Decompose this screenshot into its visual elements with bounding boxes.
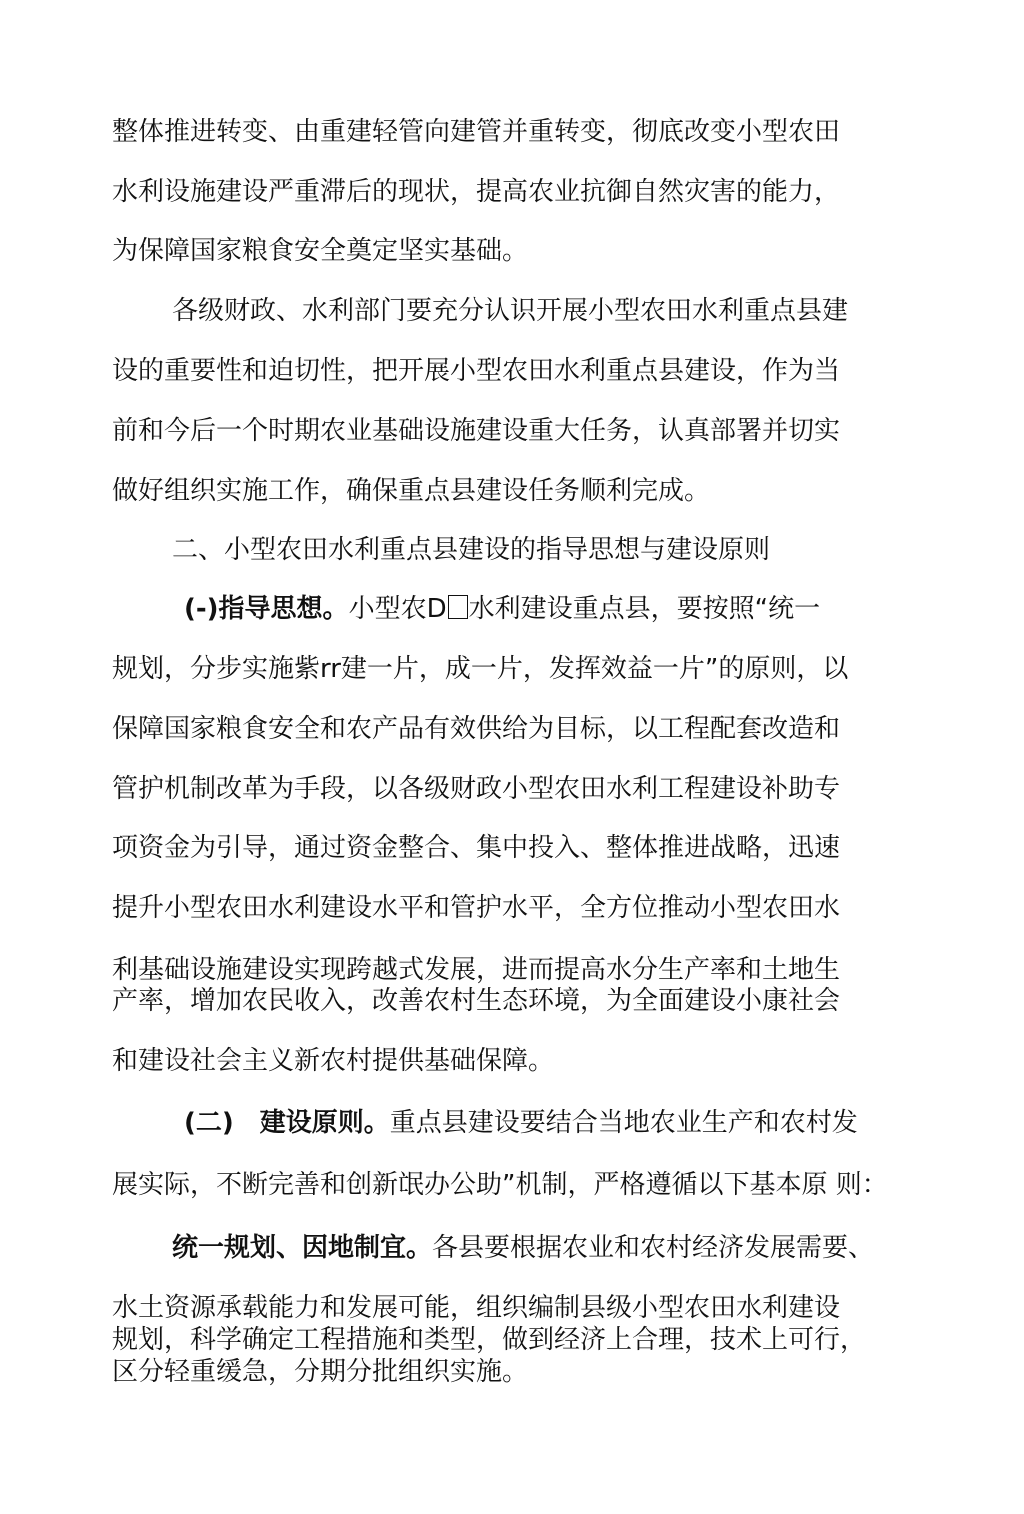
p5-line-2: 水土资源承载能力和发展可能，组织编制县级小型农田水利建设 (112, 1293, 841, 1323)
p3-line-1 (184, 594, 820, 624)
p4-line-2: 展实际，不断完善和创新氓办公助”机制，严格遵循以下基本原 则： (112, 1170, 888, 1200)
p1-line-1: 整体推进转变、由重建轻管向建管并重转变，彻底改变小型农田 (112, 117, 841, 147)
p3-line-5: 项资金为引导，通过资金整合、集中投入、整体推进战略，迅速 (112, 833, 841, 863)
p1-line-3: 为保障国家粮食安全奠定坚实基础。 (112, 236, 529, 266)
p3-line-1-b: 水利建设重点县，要按照“统一 (468, 594, 821, 624)
p2-line-3: 前和今后一个时期农业基础设施建设重大任务，认真部署并切实 (112, 416, 841, 446)
p2-line-1: 各级财政、水利部门要充分认识开展小型农田水利重点县建 (172, 296, 849, 326)
p5-line-4: 区分轻重缓急，分期分批组织实施。 (112, 1357, 529, 1387)
p3-line-1-a: 小型农D (348, 594, 447, 624)
p3-line-3: 保障国家粮食安全和农产品有效供给为目标，以工程配套改造和 (112, 714, 841, 744)
p5-line-1-text: 各县要根据农业和农村经济发展需要、 (432, 1233, 875, 1263)
p5-lead: 统一规划、因地制宜。 (172, 1233, 433, 1263)
p5-line-3: 规划，科学确定工程措施和类型，做到经济上合理，技术上可行， (112, 1325, 867, 1355)
p3-line-6: 提升小型农田水利建设水平和管护水平，全方位推动小型农田水 (112, 893, 841, 923)
p3-line-8: 产率，增加农民收入，改善农村生态环境，为全面建设小康社会 (112, 986, 841, 1016)
section-heading: 二、小型农田水利重点县建设的指导思想与建设原则 (172, 535, 771, 565)
p3-line-2: 规划，分步实施紫rr建一片，成一片，发挥效益一片”的原则，以 (112, 654, 849, 684)
p2-line-2: 设的重要性和迫切性，把开展小型农田水利重点县建设，作为当 (112, 356, 841, 386)
p3-line-7: 利基础设施建设实现跨越式发展，进而提高水分生产率和土地生 (112, 955, 841, 985)
p5-line-1 (172, 1233, 874, 1263)
p4-line-1-text: 重点县建设要结合当地农业生产和农村发 (389, 1108, 858, 1138)
p1-line-2: 水利设施建设严重滞后的现状，提高农业抗御自然灾害的能力， (112, 177, 841, 207)
p4-line-1 (184, 1108, 858, 1138)
missing-glyph-box (448, 595, 468, 619)
p4-lead: (二) 建设原则。 (184, 1108, 390, 1138)
p3-line-9: 和建设社会主义新农村提供基础保障。 (112, 1046, 555, 1076)
p3-lead: (-)指导思想。 (184, 594, 349, 624)
p2-line-4: 做好组织实施工作，确保重点县建设任务顺利完成。 (112, 476, 711, 506)
p3-line-4: 管护机制改革为手段，以各级财政小型农田水利工程建设补助专 (112, 774, 841, 804)
